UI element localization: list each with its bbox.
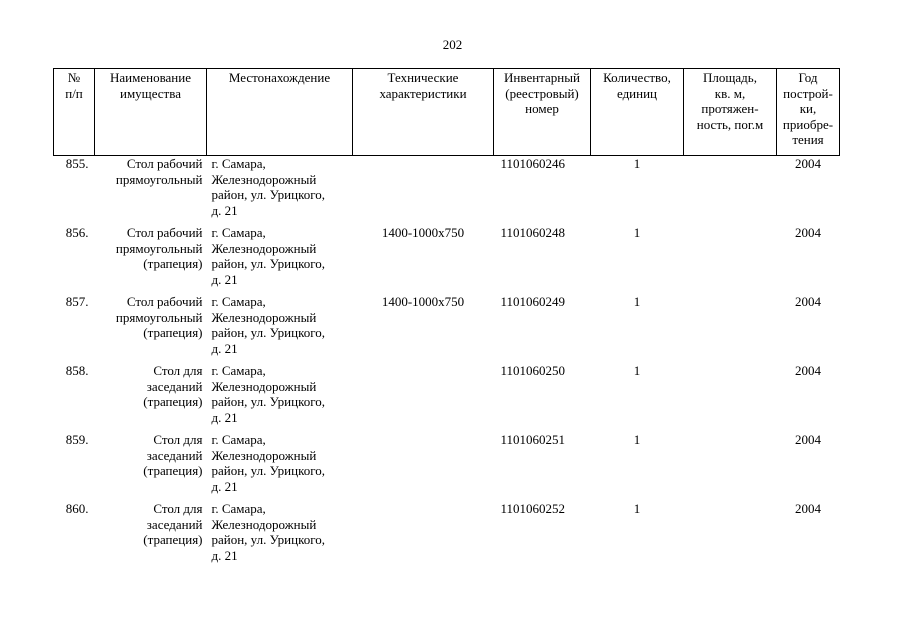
cell-location: г. Самара, Железнодорожный район, ул. Урицкого, д. 21 <box>211 156 325 218</box>
cell-inventory: 1101060251 <box>500 432 566 447</box>
header-location: Местонахождение <box>207 69 353 156</box>
cell-area <box>684 225 777 294</box>
cell-location: г. Самара, Железнодорожный район, ул. Урицкого, д. 21 <box>211 501 325 563</box>
cell-number: 860. <box>65 501 89 516</box>
table-header <box>54 69 840 156</box>
cell-year: 2004 <box>795 501 821 516</box>
cell-location: г. Самара, Железнодорожный район, ул. Урицкого, д. 21 <box>211 294 325 356</box>
table-body <box>54 156 840 571</box>
cell-area <box>684 156 777 226</box>
cell-name: Стол для заседаний (трапеция) <box>143 432 203 478</box>
header-year: Год построй- ки, приобре- тения <box>777 69 840 156</box>
cell-qty: 1 <box>633 501 641 516</box>
cell-inventory: 1101060249 <box>500 294 566 309</box>
cell-tech: 1400-1000х750 <box>381 225 465 240</box>
table-row <box>54 363 840 432</box>
table-row <box>54 294 840 363</box>
cell-area <box>684 294 777 363</box>
cell-location: г. Самара, Железнодорожный район, ул. Урицкого, д. 21 <box>211 363 325 425</box>
header-qty: Количество, единиц <box>591 69 684 156</box>
cell-tech: 1400-1000х750 <box>381 294 465 309</box>
cell-area <box>684 432 777 501</box>
cell-number: 858. <box>65 363 89 378</box>
cell-tech <box>353 363 494 432</box>
cell-inventory: 1101060250 <box>500 363 566 378</box>
cell-name: Стол для заседаний (трапеция) <box>143 363 203 409</box>
table-row <box>54 501 840 570</box>
header-number: № п/п <box>54 69 95 156</box>
cell-qty: 1 <box>633 432 641 447</box>
cell-year: 2004 <box>795 294 821 309</box>
cell-tech <box>353 432 494 501</box>
cell-number: 856. <box>65 225 89 240</box>
cell-number: 855. <box>65 156 89 171</box>
cell-tech <box>353 156 494 226</box>
cell-year: 2004 <box>795 156 821 171</box>
property-table <box>53 68 840 570</box>
cell-name: Стол рабочий прямоугольный (трапеция) <box>115 294 203 340</box>
cell-qty: 1 <box>633 156 641 171</box>
table-row <box>54 432 840 501</box>
cell-area <box>684 363 777 432</box>
cell-qty: 1 <box>633 363 641 378</box>
cell-inventory: 1101060248 <box>500 225 566 240</box>
cell-qty: 1 <box>633 225 641 240</box>
header-area: Площадь, кв. м, протяжен- ность, пог.м <box>684 69 777 156</box>
cell-name: Стол рабочий прямоугольный (трапеция) <box>115 225 203 271</box>
cell-number: 857. <box>65 294 89 309</box>
table-row <box>54 225 840 294</box>
cell-tech <box>353 501 494 570</box>
page-number: 202 <box>442 37 463 52</box>
header-name: Наименование имущества <box>95 69 207 156</box>
cell-inventory: 1101060252 <box>500 501 566 516</box>
cell-year: 2004 <box>795 432 821 447</box>
cell-location: г. Самара, Железнодорожный район, ул. Урицкого, д. 21 <box>211 432 325 494</box>
cell-year: 2004 <box>795 225 821 240</box>
header-tech: Технические характеристики <box>353 69 494 156</box>
table-row <box>54 156 840 226</box>
cell-name: Стол для заседаний (трапеция) <box>143 501 203 547</box>
cell-year: 2004 <box>795 363 821 378</box>
cell-qty: 1 <box>633 294 641 309</box>
cell-number: 859. <box>65 432 89 447</box>
cell-name: Стол рабочий прямоугольный <box>115 156 203 187</box>
header-row <box>54 69 840 156</box>
cell-area <box>684 501 777 570</box>
cell-location: г. Самара, Железнодорожный район, ул. Урицкого, д. 21 <box>211 225 325 287</box>
header-inventory: Инвентарный (реестровый) номер <box>494 69 591 156</box>
cell-inventory: 1101060246 <box>500 156 566 171</box>
